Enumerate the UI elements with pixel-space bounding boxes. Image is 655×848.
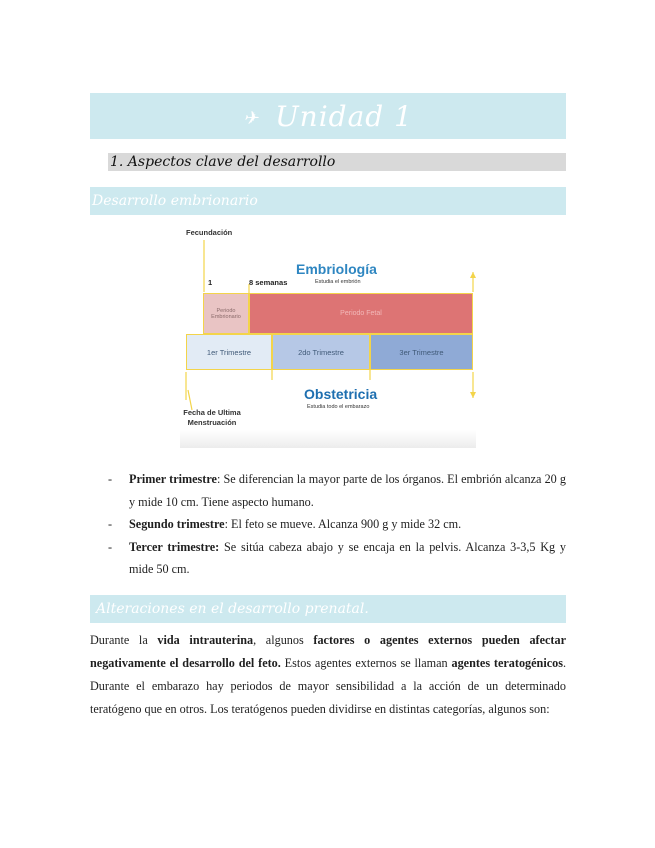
list-item bbox=[108, 468, 566, 513]
development-diagram bbox=[180, 222, 476, 448]
periodo-embrionario-box bbox=[203, 293, 249, 334]
periodo-fetal-box bbox=[249, 293, 473, 334]
bullet-dash: - bbox=[108, 539, 113, 554]
plane-icon: ✈ bbox=[243, 107, 260, 129]
bullet-term: Primer trimestre bbox=[129, 472, 217, 486]
trimester-1-label: 1er Trimestre bbox=[206, 347, 252, 357]
teratogens-paragraph bbox=[90, 629, 566, 721]
bullet-term: Segundo trimestre bbox=[129, 517, 225, 531]
periodo-embrionario-label: Periodo Embrionario bbox=[211, 307, 241, 320]
embriologia-title: Embriología bbox=[296, 261, 377, 277]
trimester-3-box bbox=[370, 334, 473, 370]
bullet-text: : El feto se mueve. Alcanza 900 g y mide 32 cm. bbox=[224, 517, 462, 531]
bullet-text: Se sitúa cabeza abajo y se encaja en la pelvis. Alcanza 3-3,5 Kg y mide 50 cm. bbox=[129, 539, 566, 576]
trimester-2-label: 2do Trimestre bbox=[298, 347, 344, 357]
obstetricia-title: Obstetricia bbox=[304, 386, 378, 402]
para-bold: factores o agentes externos pueden afectar negativamente el desarrollo del feto. bbox=[90, 633, 566, 670]
para-text: Durante la bbox=[90, 633, 158, 647]
week-eight-label: 8 semanas bbox=[249, 278, 288, 287]
unit-title bbox=[243, 100, 413, 133]
fum-pointer bbox=[188, 390, 192, 410]
bullet-dash: - bbox=[108, 472, 113, 486]
obstetricia-caption: Estudia todo el embarazo bbox=[307, 404, 370, 410]
bullet-dash: - bbox=[108, 517, 113, 531]
para-bold: vida intrauterina bbox=[157, 633, 254, 647]
fum-label: Fecha de Ultima Menstruación bbox=[183, 408, 241, 427]
para-text: , algunos bbox=[253, 633, 314, 647]
arrow-up-icon bbox=[470, 272, 476, 278]
bullet-text: : Se diferencian la mayor parte de los órganos. El embrión alcanza 20 g y mide 10 cm. Tiene aspecto humano. bbox=[129, 472, 567, 509]
week-one-label: 1 bbox=[208, 278, 213, 287]
periodo-fetal-label: Periodo Fetal bbox=[340, 310, 382, 317]
list-item bbox=[108, 536, 566, 581]
unit-banner bbox=[90, 93, 566, 139]
trimester-1-box bbox=[186, 334, 272, 370]
para-text: . Durante el embarazo hay periodos de mayor sensibilidad a la acción de un determinado teratógeno que en otros. Los teratógenos pueden dividirse en distintas categorías, algunos son: bbox=[90, 656, 567, 716]
trimester-list bbox=[108, 468, 566, 581]
embriologia-caption: Estudia el embrión bbox=[315, 279, 361, 285]
trimester-2-box bbox=[272, 334, 370, 370]
arrow-down-icon bbox=[470, 392, 476, 398]
subsection-banner-embrionario: Desarrollo embrionario bbox=[90, 187, 566, 215]
subsection-banner-alteraciones: Alteraciones en el desarrollo prenatal. bbox=[90, 595, 566, 623]
fecundacion-label: Fecundación bbox=[186, 228, 233, 237]
section-heading: 1. Aspectos clave del desarrollo bbox=[108, 153, 566, 171]
bullet-term: Tercer trimestre: bbox=[129, 539, 220, 554]
trimester-3-label: 3er Trimestre bbox=[399, 347, 444, 357]
unit-title-text: Unidad 1 bbox=[275, 99, 413, 133]
list-item bbox=[108, 513, 566, 536]
para-bold: agentes teratogénicos bbox=[451, 656, 563, 670]
para-text: Estos agentes externos se llaman bbox=[280, 656, 452, 670]
